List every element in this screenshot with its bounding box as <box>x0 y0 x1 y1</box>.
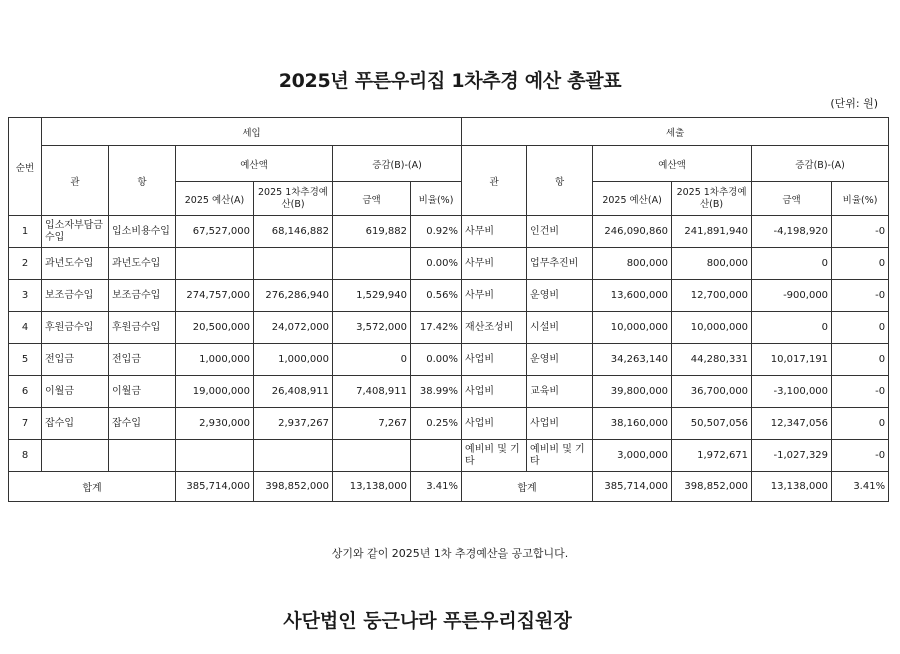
total-in-b: 398,852,000 <box>254 472 333 502</box>
header-ex-budget: 예산액 <box>593 146 752 182</box>
expense-gwan: 사무비 <box>462 216 527 248</box>
table-row <box>9 216 889 248</box>
expense-budget-b: 50,507,056 <box>672 408 752 440</box>
income-gwan: 보조금수입 <box>42 280 109 312</box>
expense-change-amount: 0 <box>752 248 832 280</box>
income-budget-a: 1,000,000 <box>176 344 254 376</box>
table-row <box>9 280 889 312</box>
row-number: 5 <box>9 344 42 376</box>
income-budget-b: 68,146,882 <box>254 216 333 248</box>
expense-budget-a: 800,000 <box>593 248 672 280</box>
expense-change-amount: -4,198,920 <box>752 216 832 248</box>
income-gwan: 전입금 <box>42 344 109 376</box>
expense-change-ratio: 0 <box>832 248 889 280</box>
expense-change-ratio: -0 <box>832 280 889 312</box>
signature-text: 사단법인 둥근나라 푸른우리집원장 <box>283 610 572 632</box>
expense-change-ratio: 0 <box>832 312 889 344</box>
table-row <box>9 312 889 344</box>
table-row <box>9 344 889 376</box>
expense-gwan: 재산조성비 <box>462 312 527 344</box>
expense-budget-a: 39,800,000 <box>593 376 672 408</box>
income-gwan: 잡수입 <box>42 408 109 440</box>
row-number: 1 <box>9 216 42 248</box>
income-gwan: 후원금수입 <box>42 312 109 344</box>
income-change-amount: 3,572,000 <box>333 312 411 344</box>
expense-budget-a: 38,160,000 <box>593 408 672 440</box>
table-row <box>9 248 889 280</box>
income-change-amount: 7,408,911 <box>333 376 411 408</box>
income-budget-b: 24,072,000 <box>254 312 333 344</box>
expense-budget-a: 13,600,000 <box>593 280 672 312</box>
total-expense-label: 합계 <box>462 472 593 502</box>
income-hang: 후원금수입 <box>109 312 176 344</box>
header-ex-ratio: 비율(%) <box>832 182 889 216</box>
income-change-amount: 7,267 <box>333 408 411 440</box>
income-change-amount: 1,529,940 <box>333 280 411 312</box>
row-number: 4 <box>9 312 42 344</box>
expense-hang: 인건비 <box>527 216 593 248</box>
header-ex-change: 증감(B)-(A) <box>752 146 889 182</box>
total-ex-a: 385,714,000 <box>593 472 672 502</box>
income-change-ratio: 38.99% <box>411 376 462 408</box>
income-change-amount: 619,882 <box>333 216 411 248</box>
total-income-label: 합계 <box>9 472 176 502</box>
header-in-gwan: 관 <box>42 146 109 216</box>
header-row-2 <box>9 146 889 182</box>
income-change-amount <box>333 248 411 280</box>
income-change-ratio: 0.25% <box>411 408 462 440</box>
income-gwan: 이월금 <box>42 376 109 408</box>
row-number: 3 <box>9 280 42 312</box>
income-change-amount <box>333 440 411 472</box>
income-hang: 과년도수입 <box>109 248 176 280</box>
expense-change-amount: 12,347,056 <box>752 408 832 440</box>
unit-label: (단위: 원) <box>830 97 878 110</box>
header-in-budget-supp: 2025 1차추경예산(B) <box>254 182 333 216</box>
expense-hang: 시설비 <box>527 312 593 344</box>
income-budget-a: 20,500,000 <box>176 312 254 344</box>
header-expense: 세출 <box>462 118 889 146</box>
total-ex-b: 398,852,000 <box>672 472 752 502</box>
income-change-ratio: 0.00% <box>411 248 462 280</box>
total-in-ratio: 3.41% <box>411 472 462 502</box>
income-gwan: 입소자부담금수입 <box>42 216 109 248</box>
total-in-amount: 13,138,000 <box>333 472 411 502</box>
expense-change-ratio: -0 <box>832 440 889 472</box>
row-number: 6 <box>9 376 42 408</box>
header-in-ratio: 비율(%) <box>411 182 462 216</box>
row-number: 2 <box>9 248 42 280</box>
header-in-hang: 항 <box>109 146 176 216</box>
expense-change-amount: 10,017,191 <box>752 344 832 376</box>
expense-change-ratio: -0 <box>832 216 889 248</box>
expense-budget-b: 12,700,000 <box>672 280 752 312</box>
row-number: 7 <box>9 408 42 440</box>
row-number: 8 <box>9 440 42 472</box>
header-ex-budget-supp: 2025 1차추경예산(B) <box>672 182 752 216</box>
expense-change-amount: -3,100,000 <box>752 376 832 408</box>
expense-hang: 사업비 <box>527 408 593 440</box>
table-body <box>9 216 889 472</box>
expense-budget-b: 44,280,331 <box>672 344 752 376</box>
expense-change-amount: 0 <box>752 312 832 344</box>
income-gwan <box>42 440 109 472</box>
income-hang <box>109 440 176 472</box>
expense-budget-b: 36,700,000 <box>672 376 752 408</box>
budget-summary-table <box>8 117 889 502</box>
income-budget-a: 67,527,000 <box>176 216 254 248</box>
header-ex-gwan: 관 <box>462 146 527 216</box>
income-hang: 전입금 <box>109 344 176 376</box>
header-income: 세입 <box>42 118 462 146</box>
income-change-ratio: 0.00% <box>411 344 462 376</box>
header-ex-budget-2025: 2025 예산(A) <box>593 182 672 216</box>
expense-gwan: 사업비 <box>462 344 527 376</box>
income-budget-b: 1,000,000 <box>254 344 333 376</box>
expense-gwan: 사무비 <box>462 280 527 312</box>
expense-hang: 예비비 및 기타 <box>527 440 593 472</box>
expense-budget-a: 10,000,000 <box>593 312 672 344</box>
total-in-a: 385,714,000 <box>176 472 254 502</box>
expense-budget-b: 241,891,940 <box>672 216 752 248</box>
expense-hang: 교육비 <box>527 376 593 408</box>
income-budget-a <box>176 440 254 472</box>
header-ex-hang: 항 <box>527 146 593 216</box>
income-hang: 이월금 <box>109 376 176 408</box>
header-ex-amount: 금액 <box>752 182 832 216</box>
expense-hang: 운영비 <box>527 344 593 376</box>
expense-gwan: 사업비 <box>462 408 527 440</box>
income-budget-a: 2,930,000 <box>176 408 254 440</box>
income-change-ratio: 17.42% <box>411 312 462 344</box>
header-in-budget: 예산액 <box>176 146 333 182</box>
expense-change-amount: -900,000 <box>752 280 832 312</box>
income-budget-b <box>254 440 333 472</box>
income-change-amount: 0 <box>333 344 411 376</box>
income-change-ratio <box>411 440 462 472</box>
expense-budget-a: 34,263,140 <box>593 344 672 376</box>
header-in-amount: 금액 <box>333 182 411 216</box>
income-budget-b: 276,286,940 <box>254 280 333 312</box>
expense-budget-b: 10,000,000 <box>672 312 752 344</box>
total-ex-amount: 13,138,000 <box>752 472 832 502</box>
income-budget-a: 19,000,000 <box>176 376 254 408</box>
expense-budget-a: 246,090,860 <box>593 216 672 248</box>
income-budget-b: 26,408,911 <box>254 376 333 408</box>
income-change-ratio: 0.92% <box>411 216 462 248</box>
income-budget-b <box>254 248 333 280</box>
income-budget-b: 2,937,267 <box>254 408 333 440</box>
income-budget-a: 274,757,000 <box>176 280 254 312</box>
total-row <box>9 472 889 502</box>
income-gwan: 과년도수입 <box>42 248 109 280</box>
expense-hang: 업무추진비 <box>527 248 593 280</box>
expense-gwan: 예비비 및 기타 <box>462 440 527 472</box>
header-in-budget-2025: 2025 예산(A) <box>176 182 254 216</box>
expense-budget-b: 1,972,671 <box>672 440 752 472</box>
expense-change-amount: -1,027,329 <box>752 440 832 472</box>
notice-text: 상기와 같이 2025년 1차 추경예산을 공고합니다. <box>331 547 569 560</box>
income-budget-a <box>176 248 254 280</box>
header-no: 순번 <box>9 118 42 216</box>
expense-budget-b: 800,000 <box>672 248 752 280</box>
expense-gwan: 사무비 <box>462 248 527 280</box>
table-row <box>9 440 889 472</box>
document-title: 2025년 푸른우리집 1차추경 예산 총괄표 <box>278 70 622 92</box>
total-ex-ratio: 3.41% <box>832 472 889 502</box>
income-change-ratio: 0.56% <box>411 280 462 312</box>
table-row <box>9 376 889 408</box>
header-row-1 <box>9 118 889 146</box>
expense-budget-a: 3,000,000 <box>593 440 672 472</box>
income-hang: 입소비용수입 <box>109 216 176 248</box>
expense-change-ratio: 0 <box>832 408 889 440</box>
expense-change-ratio: 0 <box>832 344 889 376</box>
expense-change-ratio: -0 <box>832 376 889 408</box>
header-in-change: 증감(B)-(A) <box>333 146 462 182</box>
income-hang: 잡수입 <box>109 408 176 440</box>
expense-gwan: 사업비 <box>462 376 527 408</box>
income-hang: 보조금수입 <box>109 280 176 312</box>
table-row <box>9 408 889 440</box>
expense-hang: 운영비 <box>527 280 593 312</box>
